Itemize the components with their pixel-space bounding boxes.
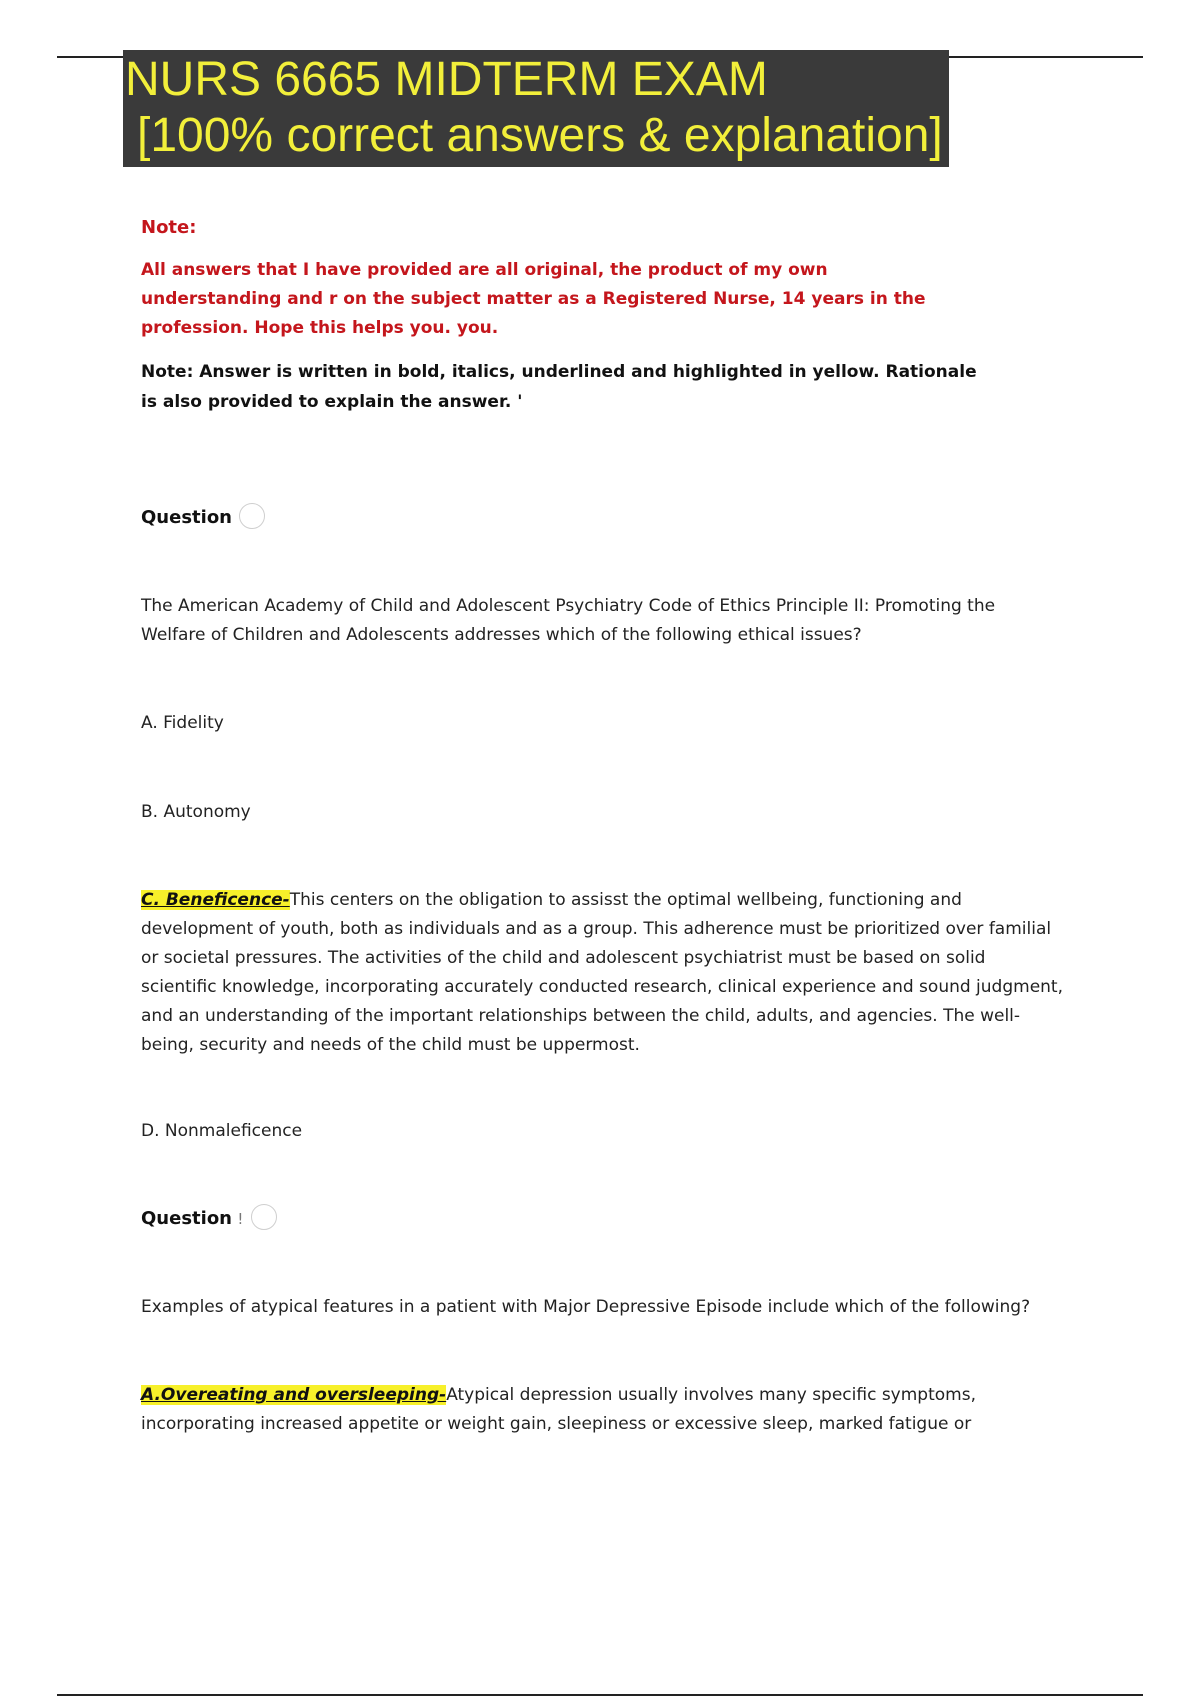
answer-rationale: Atypical depression usually involves many specific symptoms, incorporating increased appetite or weight gain, sleepiness or excessive sleep, marked fatigue or bbox=[141, 1385, 976, 1434]
question-1-option-b: B. Autonomy bbox=[141, 802, 251, 822]
question-2-stem: Examples of atypical features in a patient with Major Depressive Episode include which of the following? bbox=[141, 1297, 1031, 1317]
question-label: Question bbox=[141, 507, 232, 528]
question-2-answer bbox=[141, 1381, 1066, 1439]
question-number-mark: ! bbox=[237, 1210, 244, 1228]
question-2-heading bbox=[141, 1205, 1071, 1233]
title-line-1: NURS 6665 MIDTERM EXAM bbox=[125, 53, 768, 106]
question-1-option-d: D. Nonmaleficence bbox=[141, 1121, 303, 1141]
note-paragraph: All answers that I have provided are all original, the product of my own understanding and r on the subject matter as a Registered Nurse, 14 years in the profession. Hope this helps you. you. bbox=[141, 260, 926, 338]
question-number-circle bbox=[239, 503, 265, 529]
title-banner bbox=[123, 50, 949, 167]
correct-answer-highlight: C. Beneficence- bbox=[141, 890, 290, 910]
question-1-stem: The American Academy of Child and Adolescent Psychiatry Code of Ethics Principle II: Promoting the Welfare of Children and Adolescents addresses which of the following ethical issues? bbox=[141, 596, 996, 645]
answer-rationale: This centers on the obligation to assisst the optimal wellbeing, functioning and development of youth, both as individuals and as a group. This adherence must be prioritized over familial or societal pressures. The activities of the child and adolescent psychiatrist must be based on solid scientific knowledge, incorporating accurately conducted research, clinical experience and sound judgment, and an understanding of the important relationships between the child, adults, and agencies. The well-being, security and needs of the child must be uppermost. bbox=[141, 890, 1064, 1055]
note-heading bbox=[141, 214, 1071, 242]
correct-answer-highlight: A.Overeating and oversleeping- bbox=[141, 1385, 447, 1405]
question-1-option-a: A. Fidelity bbox=[141, 713, 224, 733]
question-1-heading bbox=[141, 504, 1071, 532]
question-number-circle bbox=[251, 1204, 277, 1230]
instruction-note: Note: Answer is written in bold, italics, underlined and highlighted in yellow. Rationale is also provided to explain the answer. ' bbox=[141, 362, 977, 412]
title-line-2: [100% correct answers & explanation] bbox=[137, 109, 943, 162]
note-label: Note: bbox=[141, 217, 197, 238]
bottom-rule bbox=[57, 1694, 1143, 1696]
question-label: Question bbox=[141, 1208, 232, 1229]
question-1-answer bbox=[141, 886, 1066, 1060]
